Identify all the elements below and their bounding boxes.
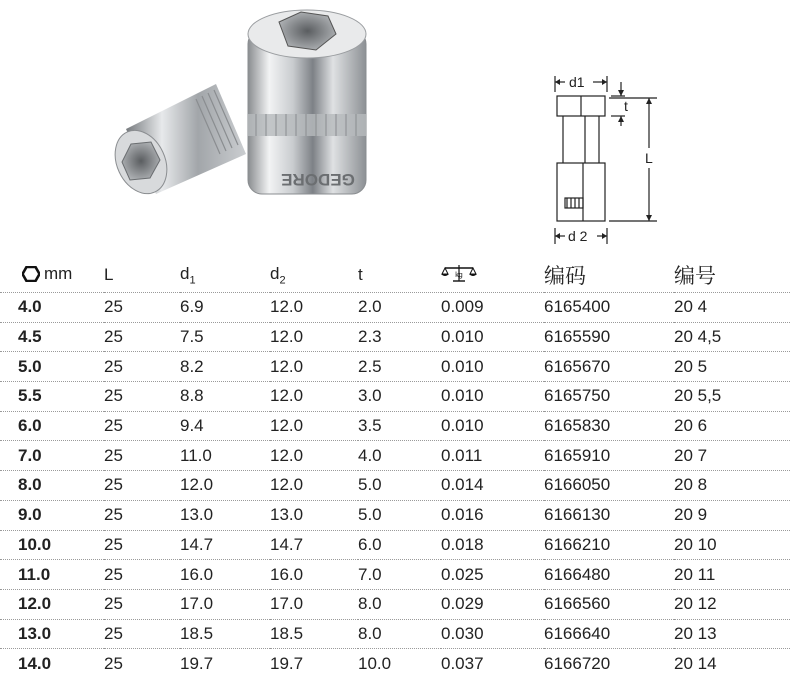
cell-code: 6166130 (544, 500, 674, 530)
table-row (0, 441, 790, 471)
cell-code: 6166210 (544, 530, 674, 560)
weight-unit: kg (455, 271, 463, 279)
cell-t: 10.0 (358, 649, 441, 678)
cell-number: 20 10 (674, 530, 790, 560)
cell-size: 6.0 (0, 411, 104, 441)
table-row (0, 619, 790, 649)
cell-weight: 0.011 (441, 441, 544, 471)
cell-number: 20 5 (674, 352, 790, 382)
cell-L: 25 (104, 560, 180, 590)
cell-d1: 6.9 (180, 293, 270, 323)
cell-code: 6165400 (544, 293, 674, 323)
spec-table-header (0, 258, 790, 293)
cell-number: 20 4 (674, 293, 790, 323)
cell-d2: 12.0 (270, 441, 358, 471)
table-row (0, 411, 790, 441)
small-socket (105, 84, 246, 200)
cell-d1: 9.4 (180, 411, 270, 441)
cell-code: 6166720 (544, 649, 674, 678)
cell-size: 14.0 (0, 649, 104, 678)
cell-size: 12.0 (0, 589, 104, 619)
socket-product-photo (96, 4, 396, 200)
cell-number: 20 6 (674, 411, 790, 441)
cell-t: 3.0 (358, 382, 441, 412)
cell-code: 6166640 (544, 619, 674, 649)
table-row (0, 293, 790, 323)
cell-code: 6165830 (544, 411, 674, 441)
cell-d1: 16.0 (180, 560, 270, 590)
table-row (0, 560, 790, 590)
cell-size: 8.0 (0, 471, 104, 501)
cell-t: 8.0 (358, 589, 441, 619)
cell-size: 13.0 (0, 619, 104, 649)
cell-d1: 12.0 (180, 471, 270, 501)
cell-number: 20 14 (674, 649, 790, 678)
cell-d2: 16.0 (270, 560, 358, 590)
cell-d1: 19.7 (180, 649, 270, 678)
cell-t: 2.3 (358, 322, 441, 352)
cell-d1: 13.0 (180, 500, 270, 530)
cell-L: 25 (104, 382, 180, 412)
cell-t: 2.5 (358, 352, 441, 382)
header-code: 编码 (544, 264, 586, 288)
cell-d1: 8.8 (180, 382, 270, 412)
cell-weight: 0.016 (441, 500, 544, 530)
table-row (0, 500, 790, 530)
cell-size: 4.5 (0, 322, 104, 352)
cell-L: 25 (104, 441, 180, 471)
cell-d1: 17.0 (180, 589, 270, 619)
header-L: L (104, 265, 114, 284)
cell-code: 6165750 (544, 382, 674, 412)
cell-L: 25 (104, 500, 180, 530)
cell-d2: 17.0 (270, 589, 358, 619)
cell-size: 10.0 (0, 530, 104, 560)
cell-d2: 13.0 (270, 500, 358, 530)
cell-t: 5.0 (358, 471, 441, 501)
cell-code: 6166050 (544, 471, 674, 501)
cell-d2: 12.0 (270, 471, 358, 501)
table-row (0, 352, 790, 382)
table-row (0, 382, 790, 412)
table-row (0, 530, 790, 560)
cell-d2: 12.0 (270, 352, 358, 382)
header-weight (441, 258, 544, 293)
cell-d2: 14.7 (270, 530, 358, 560)
spec-table (0, 258, 790, 678)
scale-weight-icon (441, 263, 477, 283)
label-L: L (645, 150, 653, 166)
cell-d1: 11.0 (180, 441, 270, 471)
header-size-unit: mm (44, 263, 73, 283)
header-d1-letter: d (180, 263, 190, 283)
cell-number: 20 13 (674, 619, 790, 649)
cell-weight: 0.030 (441, 619, 544, 649)
socket-engraving: GEDORE (281, 170, 355, 189)
cell-L: 25 (104, 589, 180, 619)
cell-size: 4.0 (0, 293, 104, 323)
table-row (0, 649, 790, 678)
cell-weight: 0.014 (441, 471, 544, 501)
cell-L: 25 (104, 322, 180, 352)
header-d1 (180, 258, 270, 293)
cell-code: 6165670 (544, 352, 674, 382)
cell-size: 5.5 (0, 382, 104, 412)
cell-code: 6165910 (544, 441, 674, 471)
header-size (0, 258, 104, 293)
cell-number: 20 11 (674, 560, 790, 590)
cell-d2: 18.5 (270, 619, 358, 649)
cell-number: 20 7 (674, 441, 790, 471)
cell-t: 7.0 (358, 560, 441, 590)
cell-weight: 0.010 (441, 352, 544, 382)
spec-table-body (0, 293, 790, 678)
cell-number: 20 4,5 (674, 322, 790, 352)
label-t: t (624, 98, 628, 114)
cell-L: 25 (104, 530, 180, 560)
label-d1: d1 (569, 74, 585, 90)
cell-weight: 0.025 (441, 560, 544, 590)
cell-weight: 0.010 (441, 322, 544, 352)
label-d2: d 2 (568, 228, 588, 244)
header-row (0, 258, 790, 293)
cell-code: 6166560 (544, 589, 674, 619)
cell-t: 4.0 (358, 441, 441, 471)
table-row (0, 471, 790, 501)
cell-weight: 0.010 (441, 382, 544, 412)
cell-number: 20 8 (674, 471, 790, 501)
cell-size: 7.0 (0, 441, 104, 471)
dimension-drawing (545, 68, 670, 253)
cell-d1: 18.5 (180, 619, 270, 649)
cell-weight: 0.037 (441, 649, 544, 678)
cell-weight: 0.018 (441, 530, 544, 560)
table-row (0, 589, 790, 619)
cell-weight: 0.029 (441, 589, 544, 619)
cell-code: 6165590 (544, 322, 674, 352)
cell-t: 8.0 (358, 619, 441, 649)
hexagon-icon (22, 266, 40, 282)
cell-d1: 7.5 (180, 322, 270, 352)
cell-L: 25 (104, 293, 180, 323)
header-d2 (270, 258, 358, 293)
cell-L: 25 (104, 352, 180, 382)
cell-d2: 12.0 (270, 411, 358, 441)
cell-L: 25 (104, 619, 180, 649)
header-d2-letter: d (270, 263, 280, 283)
cell-d2: 12.0 (270, 293, 358, 323)
header-t: t (358, 265, 363, 284)
cell-d1: 8.2 (180, 352, 270, 382)
cell-number: 20 12 (674, 589, 790, 619)
cell-t: 2.0 (358, 293, 441, 323)
cell-t: 3.5 (358, 411, 441, 441)
header-d2-sub: 2 (279, 274, 286, 287)
cell-size: 11.0 (0, 560, 104, 590)
cell-size: 9.0 (0, 500, 104, 530)
cell-d2: 19.7 (270, 649, 358, 678)
cell-t: 5.0 (358, 500, 441, 530)
cell-d2: 12.0 (270, 382, 358, 412)
table-row (0, 322, 790, 352)
cell-L: 25 (104, 471, 180, 501)
cell-weight: 0.009 (441, 293, 544, 323)
cell-size: 5.0 (0, 352, 104, 382)
cell-weight: 0.010 (441, 411, 544, 441)
cell-L: 25 (104, 649, 180, 678)
cell-d2: 12.0 (270, 322, 358, 352)
cell-code: 6166480 (544, 560, 674, 590)
cell-number: 20 5,5 (674, 382, 790, 412)
header-d1-sub: 1 (189, 274, 196, 287)
cell-t: 6.0 (358, 530, 441, 560)
cell-L: 25 (104, 411, 180, 441)
cell-d1: 14.7 (180, 530, 270, 560)
header-number: 编号 (674, 264, 716, 288)
large-socket (248, 10, 366, 194)
cell-number: 20 9 (674, 500, 790, 530)
